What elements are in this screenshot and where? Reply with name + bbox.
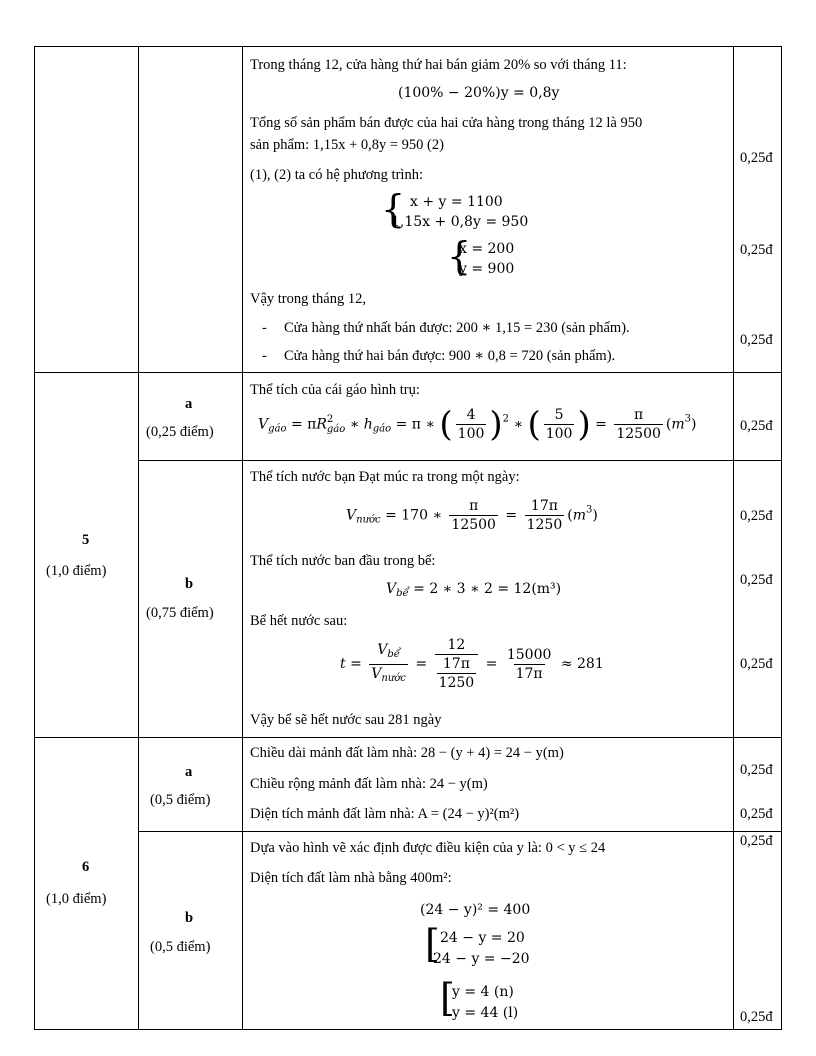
score: 0,25đ [740, 572, 773, 588]
score: 0,25đ [740, 1009, 773, 1025]
text-line: Diện tích mảnh đất làm nhà: A = (24 − y)²(m²) [250, 806, 520, 822]
score: 0,25đ [740, 806, 773, 822]
score: 0,25đ [740, 242, 773, 258]
tank-volume-formula: $V_{bể} = 2$ ∗ 3 ∗ 2 = 12(m³) [386, 581, 562, 599]
score: 0,25đ [740, 656, 773, 672]
question-points: (1,0 điểm) [46, 563, 107, 579]
equation: (100% − 20%)y = 0,8y [398, 85, 560, 101]
equation: 24 − y = 20 [440, 930, 525, 946]
volume-formula: $V_{gáo} = \pi R$ 2 gáo ∗ $h_{gáo} = \pi$ ∗ ( $\frac{4}{100}$ )$^2$ ∗ ( $\frac{5}{100}$ ) = $\frac{\pi}{12500}$ $(m^3)$ [258, 404, 697, 445]
question-number: 6 [82, 859, 90, 875]
equation: x + y = 1100 [410, 194, 503, 210]
part-points: (0,25 điểm) [146, 424, 214, 440]
text-line: Diện tích đất làm nhà bằng 400m²: [250, 870, 452, 886]
equation: y = 44 (l) [452, 1005, 519, 1021]
text-line: Bể hết nước sau: [250, 613, 348, 629]
bullet-dash: - [262, 348, 267, 364]
score: 0,25đ [740, 833, 773, 849]
time-formula: t = $\frac{V_{bể}}{V_{nước}}$ = $\frac{12}{\frac{17\pi}{1250}}$ = $\frac{15000}{17\pi}$ ≈ 281 [340, 637, 604, 691]
score: 0,25đ [740, 762, 773, 778]
text-line: Trong tháng 12, cửa hàng thứ hai bán giảm 20% so với tháng 11: [250, 57, 627, 73]
text-line: Cửa hàng thứ nhất bán được: 200 ∗ 1,15 = 230 (sản phẩm). [284, 320, 630, 336]
equation: 1,15x + 0,8y = 950 [391, 214, 529, 230]
text-line: Thể tích của cái gáo hình trụ: [250, 382, 420, 398]
score: 0,25đ [740, 150, 773, 166]
text-line: sản phẩm: 1,15x + 0,8y = 950 (2) [250, 137, 444, 153]
text-line: Vậy bể sẽ hết nước sau 281 ngày [250, 712, 442, 728]
equation: x = 200 [459, 241, 515, 257]
part-label: a [185, 764, 193, 780]
score: 0,25đ [740, 508, 773, 524]
bracket: [ [440, 976, 455, 1020]
text-line: Dựa vào hình vẽ xác định được điều kiện của y là: 0 < y ≤ 24 [250, 840, 606, 856]
text-line: (1), (2) ta có hệ phương trình: [250, 167, 423, 183]
score: 0,25đ [740, 418, 773, 434]
equation: (24 − y)² = 400 [420, 902, 531, 918]
text-line: Tổng số sản phẩm bán được của hai cửa hàng trong tháng 12 là 950 [250, 115, 643, 131]
text-line: Cửa hàng thứ hai bán được: 900 ∗ 0,8 = 720 (sản phẩm). [284, 348, 616, 364]
part-points: (0,5 điểm) [150, 792, 211, 808]
brace: { [381, 187, 406, 231]
equation: 24 − y = −20 [433, 951, 530, 967]
question-number: 5 [82, 532, 90, 548]
score: 0,25đ [740, 332, 773, 348]
text-line: Thể tích nước bạn Đạt múc ra trong một ngày: [250, 469, 520, 485]
bracket: [ [425, 922, 440, 966]
question-points: (1,0 điểm) [46, 891, 107, 907]
bullet-dash: - [262, 320, 267, 336]
text-line: Chiều rộng mảnh đất làm nhà: 24 − y(m) [250, 776, 488, 792]
part-label: a [185, 396, 193, 412]
text-line: Vậy trong tháng 12, [250, 291, 366, 307]
part-label: b [185, 576, 194, 592]
equation: y = 900 [459, 261, 515, 277]
brace: { [447, 234, 472, 278]
equation: y = 4 (n) [452, 984, 514, 1000]
text-line: Chiều dài mảnh đất làm nhà: 28 − (y + 4) = 24 − y(m) [250, 745, 564, 761]
part-points: (0,5 điểm) [150, 939, 211, 955]
equation: = 2 ∗ 3 ∗ 2 = 12(m³) [413, 581, 562, 597]
water-volume-formula: $V_{nước} = 170$ ∗ $\frac{\pi}{12500}$ = $\frac{17\pi}{1250}$ $(m^3)$ [346, 498, 598, 533]
part-label: b [185, 910, 194, 926]
text-line: Thể tích nước ban đầu trong bể: [250, 553, 436, 569]
part-points: (0,75 điểm) [146, 605, 214, 621]
